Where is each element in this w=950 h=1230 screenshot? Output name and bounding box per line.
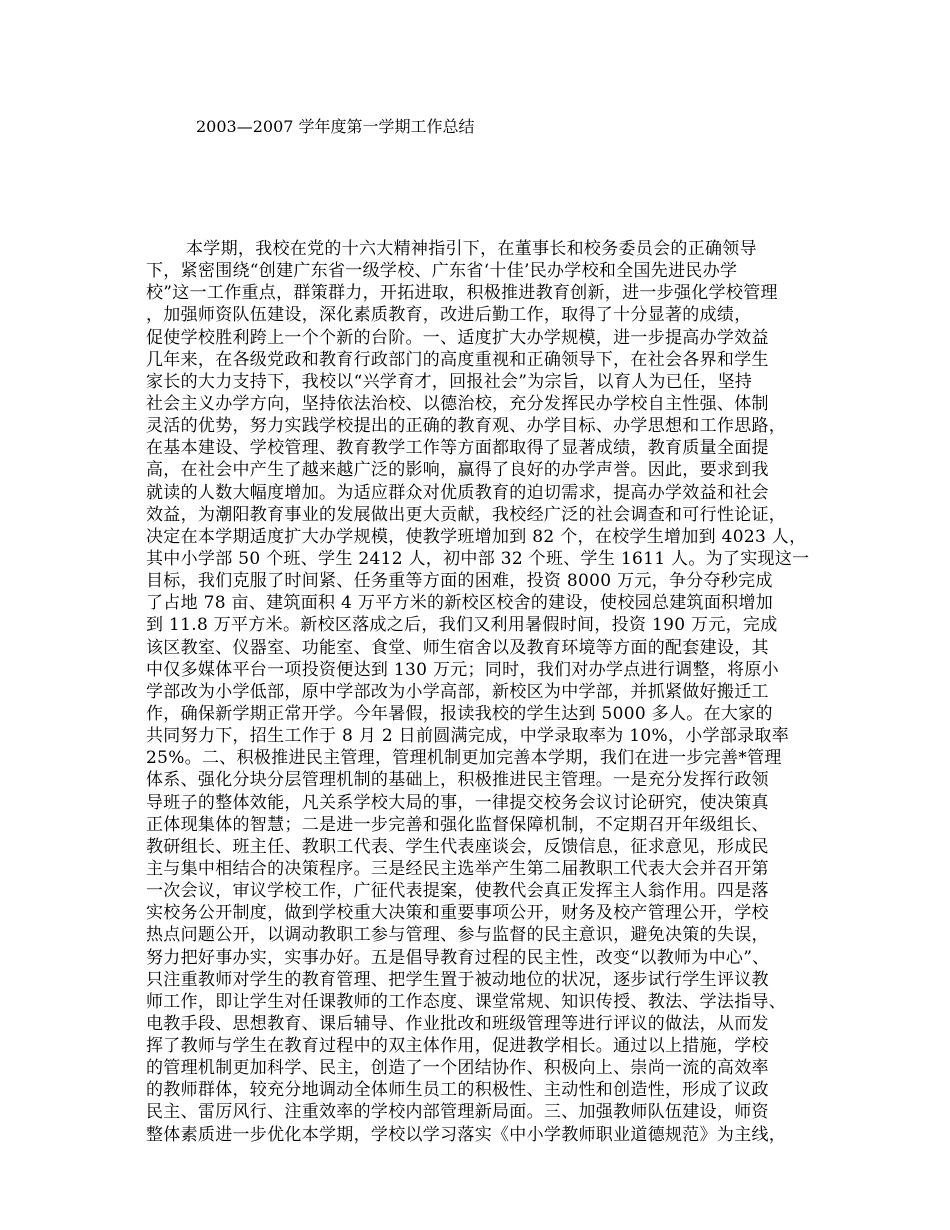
- body-line: 中仅多媒体平台一项投资便达到 130 万元；同时，我们对办学点进行调整，将原小: [146, 659, 779, 680]
- body-line: 体系、强化分块分层管理机制的基础上，积极推进民主管理。一是充分发挥行政领: [146, 770, 769, 791]
- body-line: 共同努力下，招生工作于 8 月 2 日前圆满完成，中学录取率为 10%，小学部录取率: [146, 726, 790, 747]
- body-line: 热点问题公开，以调动教职工参与管理、参与监督的民主意识，避免决策的失误，: [146, 925, 769, 946]
- body-line: 民主、雷厉风行、注重效率的学校内部管理新局面。三、加强教师队伍建设，师资: [146, 1102, 769, 1123]
- body-line: 目标，我们克服了时间紧、任务重等方面的困难，投资 8000 万元，争分夺秒完成: [146, 571, 773, 592]
- body-line: 就读的人数大幅度增加。为适应群众对优质教育的迫切需求，提高办学效益和社会: [146, 482, 769, 503]
- body-line: 的管理机制更加科学、民主，创造了一个团结协作、积极向上、崇尚一流的高效率: [146, 1058, 769, 1079]
- body-line: 其中小学部 50 个班、学生 2412 人，初中部 32 个班、学生 1611 人。为了实现这一: [146, 548, 810, 569]
- body-line: 到 11.8 万平方米。新校区落成之后，我们又利用暑假时间，投资 190 万元，完成: [146, 615, 778, 636]
- body-line: ，加强师资队伍建设，深化素质教育，改进后勤工作，取得了十分显著的成绩，: [146, 305, 752, 326]
- body-line: 促使学校胜利跨上一个个新的台阶。一、适度扩大办学规模，进一步提高办学效益: [146, 327, 769, 348]
- body-line: 教研组长、班主任、教职工代表、学生代表座谈会，反馈信息，征求意见，形成民: [146, 836, 769, 857]
- body-line: 高，在社会中产生了越来越广泛的影响，赢得了良好的办学声誉。因此，要求到我: [146, 460, 769, 481]
- body-line: 正体现集体的智慧；二是进一步完善和强化监督保障机制，不定期召开年级组长、: [146, 814, 769, 835]
- body-line: 作，确保新学期正常开学。今年暑假，报读我校的学生达到 5000 多人。在大家的: [146, 703, 773, 724]
- body-line: 了占地 78 亩、建筑面积 4 万平方米的新校区校舍的建设，使校园总建筑面积增加: [146, 593, 774, 614]
- body-line: 在基本建设、学校管理、教育教学工作等方面都取得了显著成绩，教育质量全面提: [146, 438, 769, 459]
- body-line: 电教手段、思想教育、课后辅导、作业批改和班级管理等进行评议的做法，从而发: [146, 1013, 769, 1034]
- body-line: 灵活的优势，努力实践学校提出的正确的教育观、办学目标、办学思想和工作思路，: [146, 416, 787, 437]
- document-title: 2003—2007 学年度第一学期工作总结: [196, 117, 475, 136]
- body-line: 只注重教师对学生的教育管理、把学生置于被动地位的状况，逐步试行学生评议教: [146, 969, 769, 990]
- body-line: 本学期，我校在党的十六大精神指引下，在董事长和校务委员会的正确领导: [186, 239, 757, 259]
- body-line: 导班子的整体效能，凡关系学校大局的事，一律提交校务会议讨论研究，使决策真: [146, 792, 769, 813]
- body-line: 社会主义办学方向，坚持依法治校、以德治校，充分发挥民办学校自主性强、体制: [146, 393, 769, 414]
- body-line: 实校务公开制度，做到学校重大决策和重要事项公开，财务及校产管理公开，学校: [146, 903, 769, 924]
- body-line: 该区教室、仪器室、功能室、食堂、师生宿舍以及教育环境等方面的配套建设，其: [146, 637, 769, 658]
- body-line: 学部改为小学低部，原中学部改为小学高部，新校区为中学部，并抓紧做好搬迁工: [146, 681, 769, 702]
- body-line: 效益，为潮阳教育事业的发展做出更大贡献，我校经广泛的社会调查和可行性论证，: [146, 504, 787, 525]
- body-line: 几年来，在各级党政和教育行政部门的高度重视和正确领导下，在社会各界和学生: [146, 349, 769, 370]
- body-line: 师工作，即让学生对任课教师的工作态度、课堂常规、知识传授、教法、学法指导、: [146, 991, 787, 1012]
- body-line: 努力把好事办实，实事办好。五是倡导教育过程的民主性，改变“以教师为中心”、: [146, 947, 770, 968]
- body-line: 的教师群体，较充分地调动全体师生员工的积极性、主动性和创造性，形成了议政: [146, 1080, 769, 1101]
- body-line: 挥了教师与学生在教育过程中的双主体作用，促进教学相长。通过以上措施，学校: [146, 1036, 769, 1057]
- body-line: 25%。二、积极推进民主管理，管理机制更加完善本学期，我们在进一步完善*管理: [146, 748, 782, 769]
- body-line: 校”这一工作重点，群策群力，开拓进取，积极推进教育创新，进一步强化学校管理: [146, 283, 778, 304]
- body-line: 下，紧密围绕“创建广东省一级学校、广东省‘十佳’民办学校和全国先进民办学: [146, 261, 738, 282]
- body-line: 主与集中相结合的决策程序。三是经民主选举产生第二届教职工代表大会并召开第: [146, 858, 769, 879]
- body-line: 家长的大力支持下，我校以“兴学育才，回报社会”为宗旨，以育人为已任，坚持: [146, 371, 753, 392]
- body-line: 整体素质进一步优化本学期，学校以学习落实《中小学教师职业道德规范》为主线，: [146, 1124, 787, 1145]
- body-line: 一次会议，审议学校工作，广征代表提案，使教代会真正发挥主人翁作用。四是落: [146, 881, 769, 902]
- document-body: [146, 238, 826, 1146]
- body-line: 决定在本学期适度扩大办学规模，使教学班增加到 82 个，在校学生增加到 4023 人，: [146, 526, 807, 547]
